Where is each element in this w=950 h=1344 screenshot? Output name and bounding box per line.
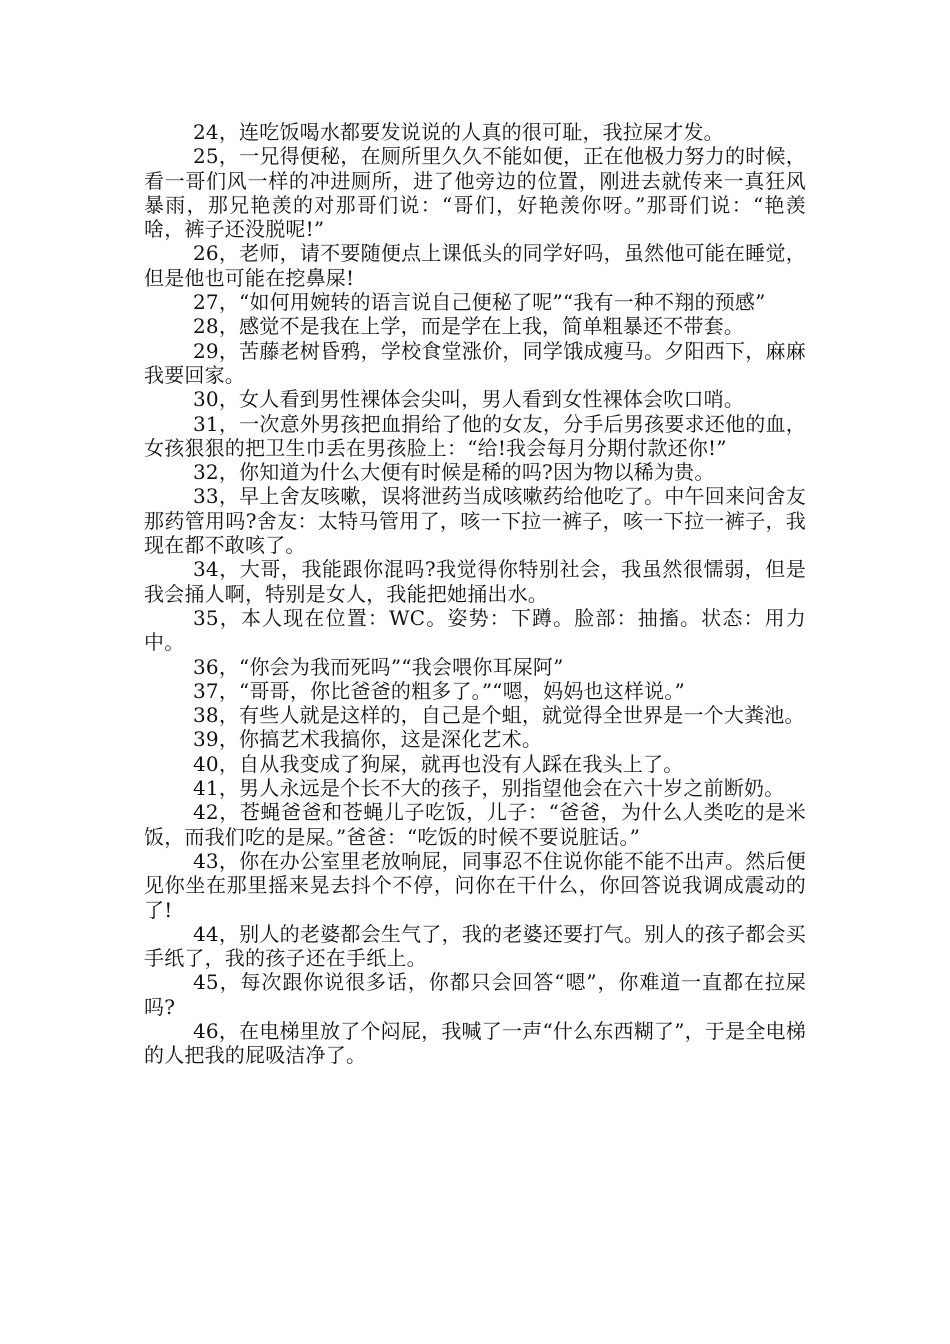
paragraph-27: 27，“如何用婉转的语言说自己便秘了呢”“我有一种不翔的预感” xyxy=(193,290,766,315)
paragraph-42: 42，苍蝇爸爸和苍蝇儿子吃饭，儿子：“爸爸，为什么人类吃的是米饭，而我们吃的是屎。”爸爸：“吃饭的时候不要说脏话。” xyxy=(144,800,806,849)
paragraph-40: 40，自从我变成了狗屎，就再也没有人踩在我头上了。 xyxy=(193,751,684,776)
paragraph-35: 35，本人现在位置：WC。姿势：下蹲。脸部：抽搐。状态：用力中。 xyxy=(144,605,806,655)
paragraph-26: 26，老师，请不要随便点上课低头的同学好吗，虽然他可能在睡觉，但是他也可能在挖鼻屎! xyxy=(144,241,806,290)
paragraph-36: 36，“你会为我而死吗”“我会喂你耳屎阿” xyxy=(193,654,564,679)
paragraph-45: 45，每次跟你说很多话，你都只会回答“嗯”，你难道一直都在拉屎吗? xyxy=(144,970,806,1019)
document-body xyxy=(144,120,806,1068)
paragraph-38: 38，有些人就是这样的，自己是个蛆，就觉得全世界是一个大粪池。 xyxy=(193,703,805,728)
paragraph-37: 37，“哥哥，你比爸爸的粗多了。”“嗯，妈妈也这样说。” xyxy=(193,678,685,703)
paragraph-43: 43，你在办公室里老放响屁，同事忍不住说你能不能不出声。然后便见你坐在那里摇来晃去抖个不停，问你在干什么，你回答说我调成震动的了! xyxy=(144,848,806,922)
paragraph-24: 24，连吃饭喝水都要发说说的人真的很可耻，我拉屎才发。 xyxy=(193,120,724,144)
paragraph-31: 31，一次意外男孩把血捐给了他的女友，分手后男孩要求还他的血，女孩狠狠的把卫生巾丢在男孩脸上：“给!我会每月分期付款还你!” xyxy=(144,411,806,460)
paragraph-25: 25，一兄得便秘，在厕所里久久不能如便，正在他极力努力的时候，看一哥们风一样的冲进厕所，进了他旁边的位置，刚进去就传来一真狂风暴雨，那兄艳羡的对那哥们说：“哥们，好艳羡你呀。”那哥们说：“艳羡啥，裤子还没脱呢!” xyxy=(144,144,806,242)
paragraph-32: 32，你知道为什么大便有时候是稀的吗?因为物以稀为贵。 xyxy=(193,460,715,485)
paragraph-33: 33，早上舍友咳嗽，误将泄药当成咳嗽药给他吃了。中午回来问舍友那药管用吗?舍友：太特马管用了，咳一下拉一裤子，咳一下拉一裤子，我现在都不敢咳了。 xyxy=(144,484,806,558)
paragraph-39: 39，你搞艺术我搞你，这是深化艺术。 xyxy=(193,727,543,752)
paragraph-30: 30，女人看到男性裸体会尖叫，男人看到女性裸体会吹口哨。 xyxy=(193,387,745,412)
paragraph-29: 29，苦藤老树昏鸦，学校食堂涨价，同学饿成瘦马。夕阳西下，麻麻我要回家。 xyxy=(144,338,806,387)
paragraph-46: 46，在电梯里放了个闷屁，我喊了一声“什么东西糊了”，于是全电梯的人把我的屁吸洁净了。 xyxy=(144,1018,806,1068)
paragraph-44: 44，别人的老婆都会生气了，我的老婆还要打气。别人的孩子都会买手纸了，我的孩子还在手纸上。 xyxy=(144,921,806,971)
paragraph-41: 41，男人永远是个长不大的孩子，别指望他会在六十岁之前断奶。 xyxy=(193,776,785,801)
paragraph-34: 34，大哥，我能跟你混吗?我觉得你特别社会，我虽然很懦弱，但是我会捅人啊，特别是女人，我能把她捅出水。 xyxy=(144,557,806,606)
paragraph-28: 28，感觉不是我在上学，而是学在上我，简单粗暴还不带套。 xyxy=(193,314,745,339)
